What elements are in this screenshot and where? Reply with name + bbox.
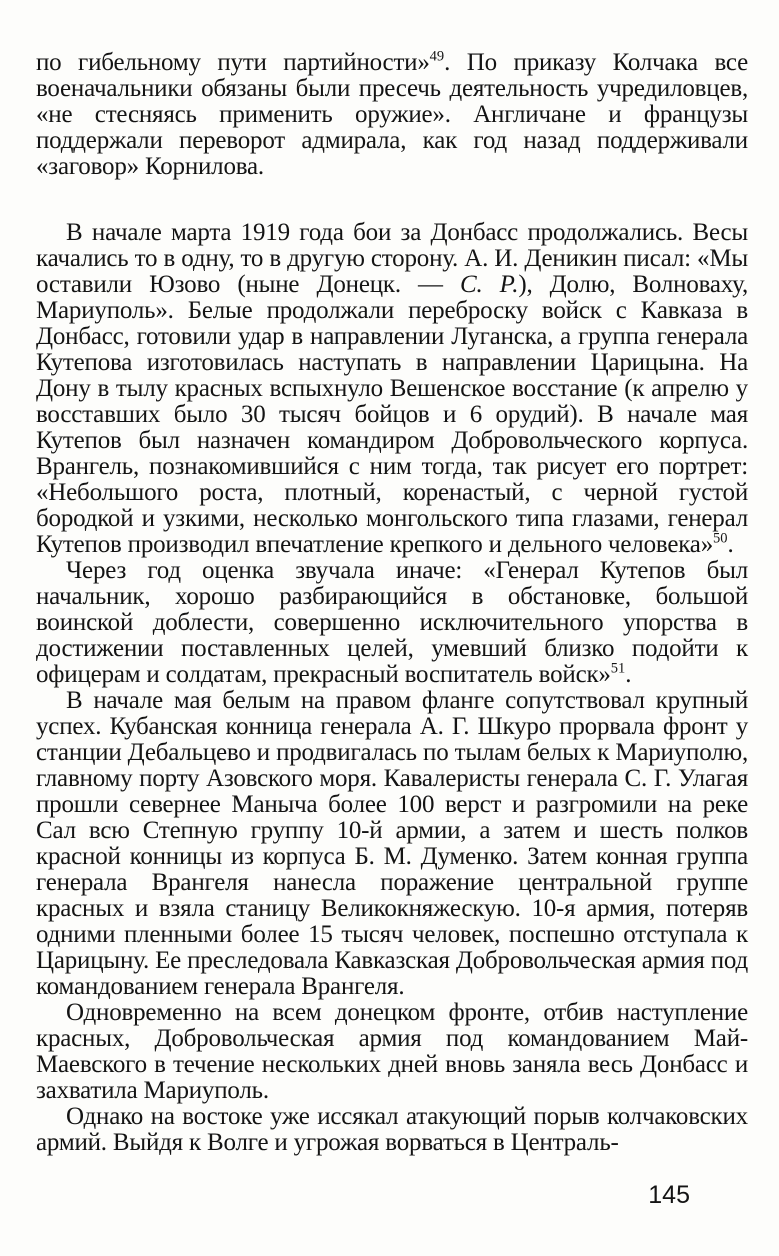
paragraph-march-1919	[36, 220, 748, 558]
text-block	[36, 50, 748, 1156]
body-text: Однако на востоке уже иссякал атакующий порыв колчаковских армий. Выйдя к Волге и угрожая ворваться в Централь-	[36, 1103, 748, 1156]
body-text: .	[727, 531, 734, 558]
paragraph-donetsk-front	[36, 1000, 748, 1104]
footnote-ref-51: 51	[610, 660, 626, 677]
body-text: Через год оценка звучала иначе: «Генерал Кутепов был начальник, хорошо разбирающийся в обстановке, большой воинской доблести, совершенно исключительного упорства в достижении поставленных целей, умевший близко подойти к офицерам и солдатам, прекрасный воспитатель войск»	[36, 557, 748, 688]
footnote-ref-49: 49	[429, 48, 445, 65]
editor-initials: С. Р.	[460, 271, 519, 298]
body-text: В начале мая белым на правом фланге сопутствовал крупный успех. Кубанская конница генерала А. Г. Шкуро прорвала фронт у станции Дебальцево и продвигалась по тылам белых к Мариуполю, главному порту Азовского моря. Кавалеристы генерала С. Г. Улагая прошли севернее Маныча более 100 верст и разгромили на реке Сал всю Степную группу 10-й армии, а затем и шесть полков красной конницы из корпуса Б. М. Думенко. Затем конная группа генерала Врангеля нанесла поражение центральной группе красных и взяла станицу Великокняжескую. 10-я армия, потеряв одними пленными более 15 тысяч человек, поспешно отступала к Царицыну. Ее преследовала Кавказская Добровольческая армия под командованием генерала Врангеля.	[36, 687, 748, 1000]
page-number: 145	[648, 1181, 690, 1209]
body-text: .	[625, 661, 632, 688]
body-text: ), Долю, Волноваху, Мариуполь». Белые продолжали переброску войск с Кавказа в Донбасс, готовили удар в направлении Луганска, а группа генерала Кутепова изготовилась наступать в направлении Царицына. На Дону в тылу красных вспыхнуло Вешенское восстание (к апрелю у восставших было 30 тысяч бойцов и 6 орудий). В начале мая Кутепов был назначен командиром Добровольческого корпуса. Врангель, познакомившийся с ним тогда, так рисует его портрет: «Небольшого роста, плотный, коренастый, с черной густой бородкой и узкими, несколько монгольского типа глазами, генерал Кутепов производил впечатление крепкого и дельного человека»	[36, 271, 748, 558]
body-text: В начале марта 1919 года бои за Донбасс продолжались. Весы качались то в одну, то в другую сторону. А. И. Деникин писал: «Мы оставили Юзово (ныне Донецк. —	[36, 219, 748, 298]
paragraph-may-offensive	[36, 688, 748, 1000]
paragraph-kutepov-assessment	[36, 558, 748, 688]
paragraph-kolchak-east	[36, 1104, 748, 1156]
body-text: Одновременно на всем донецком фронте, отбив наступление красных, Добровольческая армия под командованием Май-Маевского в течение нескольких дней вновь заняла весь Донбасс и захватила Мариуполь.	[36, 999, 748, 1104]
paragraph-continuation	[36, 50, 748, 180]
body-text: . По приказу Колчака все военачальники обязаны были пресечь деятельность учредиловцев, «не стесняясь применить оружие». Англичане и французы поддержали переворот адмирала, как год назад поддерживали «заговор» Корнилова.	[36, 49, 749, 180]
footnote-ref-50: 50	[713, 530, 728, 547]
body-text: по гибельному пути партийности»	[36, 49, 430, 76]
